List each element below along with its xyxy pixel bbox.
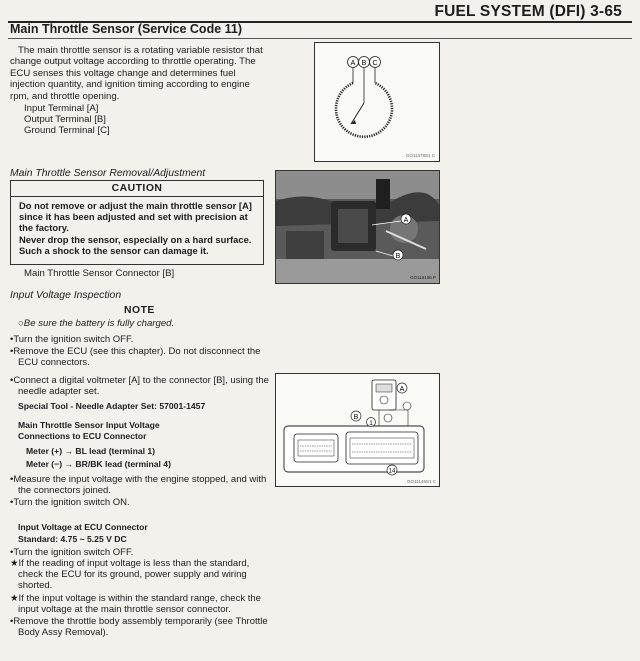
terminal-output: Output Terminal [B] — [24, 114, 106, 125]
step-turn-off-2: •Turn the ignition switch OFF. — [10, 547, 134, 558]
connections-title-2: Connections to ECU Connector — [18, 431, 147, 441]
fig1-label-a: A — [350, 60, 356, 67]
fig1-code: GO11378S1 C — [405, 153, 435, 158]
fig3-label-1: 1 — [369, 420, 373, 427]
step-turn-off: •Turn the ignition switch OFF. — [10, 334, 134, 345]
terminal-ground: Ground Terminal [C] — [24, 125, 110, 136]
ecu-connector-diagram — [276, 374, 439, 486]
resistor-diagram — [315, 43, 439, 161]
terminal-input: Input Terminal [A] — [24, 103, 99, 114]
engine-photo-figure — [275, 170, 440, 284]
inspection-subheading: Input Voltage Inspection — [10, 290, 122, 301]
caution-text-2: Never drop the sensor, especially on a hard surface. Such a shock to the sensor can damage it. — [19, 233, 252, 256]
meter-minus: Meter (−) → BR/BK lead (terminal 4) — [26, 459, 171, 469]
fig3-label-a: A — [399, 386, 405, 393]
note-title: NOTE — [124, 305, 155, 316]
fig3-code: GO11146S1 C — [407, 479, 436, 484]
fig1-label-b: B — [361, 60, 367, 67]
meter-plus: Meter (+) → BL lead (terminal 1) — [26, 446, 156, 456]
removal-subheading: Main Throttle Sensor Removal/Adjustment — [10, 168, 206, 179]
throttle-sensor-schematic-figure — [314, 42, 440, 162]
caution-box — [10, 180, 264, 265]
caution-title: CAUTION — [11, 181, 263, 197]
special-tool: Special Tool - Needle Adapter Set: 57001-1457 — [18, 401, 206, 411]
section-title: Main Throttle Sensor (Service Code 11) — [10, 22, 243, 36]
ecu-connector-figure — [275, 373, 440, 487]
spec-value: Standard: 4.75 ~ 5.25 V DC — [18, 534, 127, 544]
engine-photo — [276, 171, 439, 283]
step-check-sensor: ★If the input voltage is within the standard range, check the input voltage at the main throttle sensor connector. — [10, 593, 261, 616]
intro-paragraph: The main throttle sensor is a rotating variable resistor that change output voltage according to throttle operating. The ECU senses this voltage change and determines fuel injection quantity, and ignition timing according to engine rpm, and throttle opening. — [10, 45, 263, 102]
connector-label: Main Throttle Sensor Connector [B] — [24, 268, 175, 279]
fig3-label-b: B — [353, 414, 359, 421]
connections-title-1: Main Throttle Sensor Input Voltage — [18, 420, 160, 430]
fig1-label-c: C — [372, 60, 378, 67]
page-header: FUEL SYSTEM (DFI) 3-65 — [434, 3, 622, 20]
caution-text: Do not remove or adjust the main throttle sensor [A] since it has been adjusted and set with precision at the factory. — [19, 200, 252, 234]
fig2-label-b: B — [395, 253, 401, 260]
step-remove-ecu: •Remove the ECU (see this chapter). Do not disconnect the ECU connectors. — [10, 346, 261, 369]
fig2-code: GO115106 P — [410, 275, 436, 280]
step-remove-throttle-body: •Remove the throttle body assembly temporarily (see Throttle Body Assy Removal). — [10, 616, 268, 639]
step-check-ecu: ★If the reading of input voltage is less than the standard, check the ECU for its ground, power supply and wiring shorted. — [10, 558, 250, 592]
note-text: ○Be sure the battery is fully charged. — [18, 318, 175, 329]
step-measure: •Measure the input voltage with the engine stopped, and with the connectors joined. — [10, 474, 267, 497]
fig3-label-14: 14 — [388, 468, 396, 475]
step-connect-voltmeter: •Connect a digital voltmeter [A] to the connector [B], using the needle adapter set. — [10, 375, 269, 398]
section-rule — [8, 38, 632, 39]
step-turn-on: •Turn the ignition switch ON. — [10, 497, 130, 508]
fig2-label-a: A — [403, 217, 409, 224]
spec-title: Input Voltage at ECU Connector — [18, 522, 148, 532]
